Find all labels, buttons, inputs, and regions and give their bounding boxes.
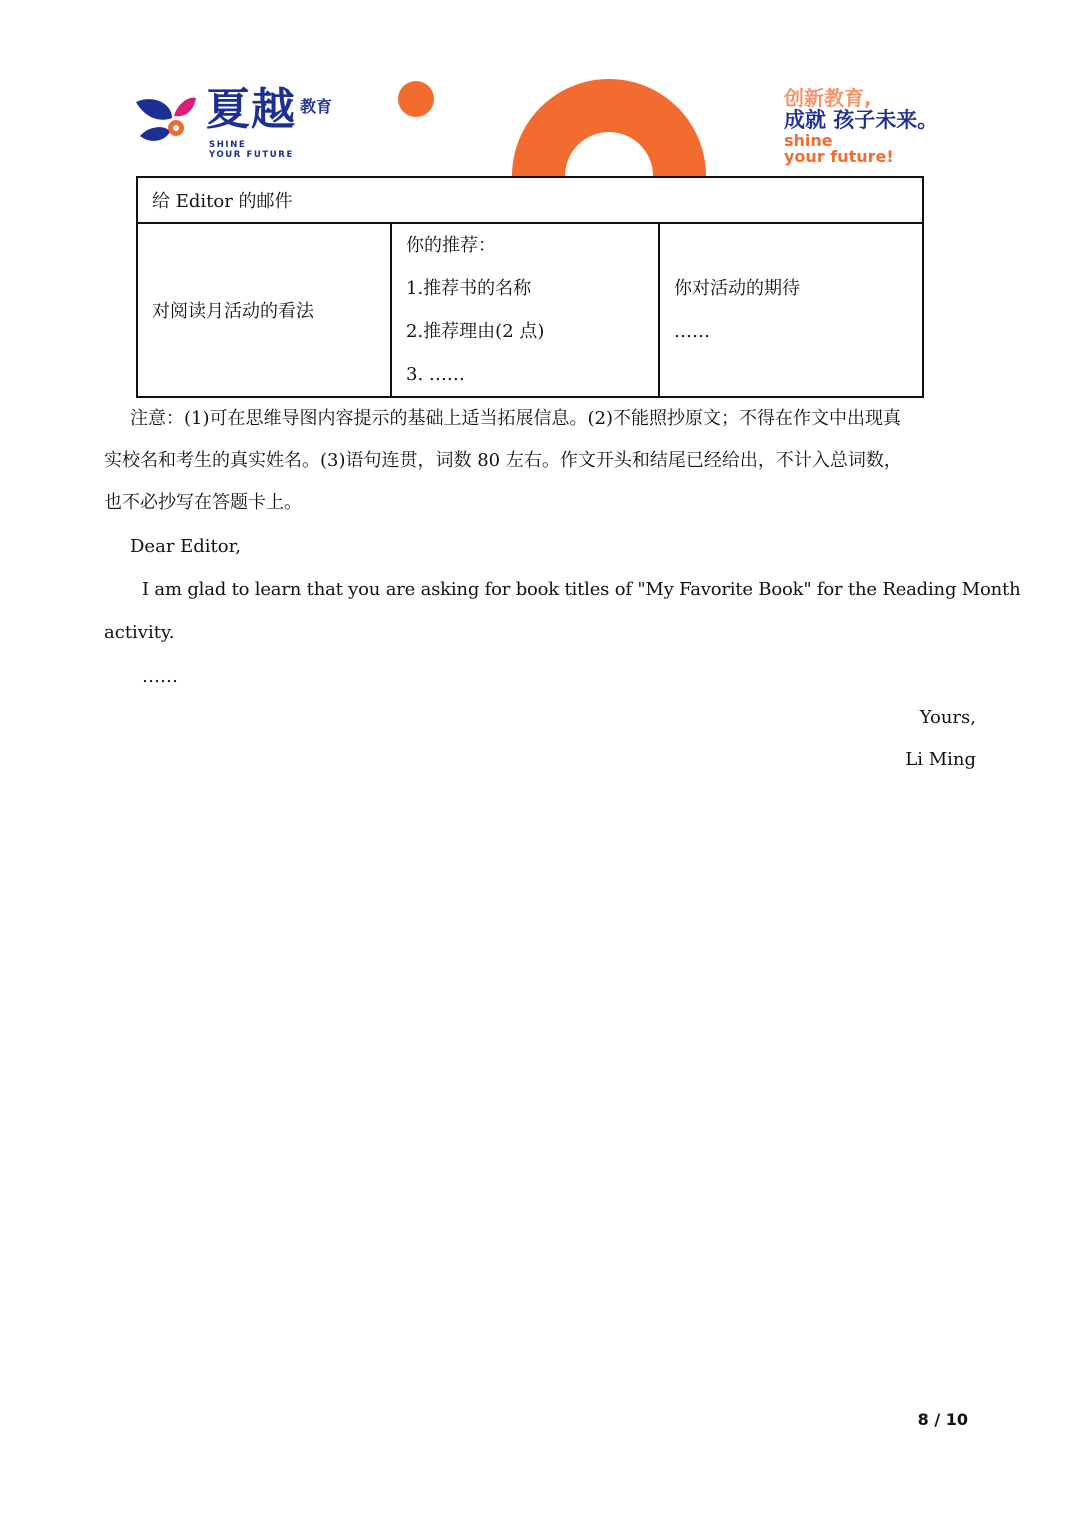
recommendation-line: 1.推荐书的名称	[406, 278, 532, 299]
note-line-3: 也不必抄写在答题卡上。	[104, 492, 302, 513]
recommendation-line: 3. ……	[406, 364, 465, 385]
expectation-line: 你对活动的期待	[674, 278, 800, 299]
slogan-line-1: 创新教育,	[784, 86, 872, 110]
slogan	[784, 88, 938, 165]
page-header	[0, 0, 1080, 176]
table-title: 给 Editor 的邮件	[137, 177, 923, 223]
recommendation-line: 2.推荐理由(2 点)	[406, 321, 545, 342]
mind-map-table	[136, 176, 924, 398]
orange-arc	[512, 79, 706, 176]
table-cell-expectation	[659, 223, 923, 397]
orange-dot	[398, 81, 434, 117]
note-line-1: 注意：(1)可在思维导图内容提示的基础上适当拓展信息。(2)不能照抄原文；不得在作文中出现真	[130, 408, 901, 429]
page-number: 8 / 10	[917, 1410, 968, 1429]
letter-body-line-2: activity.	[104, 622, 175, 643]
table-cell-recommendation	[391, 223, 659, 397]
letter-greeting: Dear Editor,	[130, 536, 241, 557]
slogan-line-3: shine	[784, 131, 833, 150]
brand-name: 夏越	[206, 84, 296, 135]
letter-signature: Li Ming	[905, 749, 976, 770]
letter-closing: Yours,	[919, 707, 976, 728]
brand-tagline-2: YOUR FUTURE	[209, 150, 294, 160]
slogan-line-4: your future!	[784, 147, 894, 166]
expectation-line: ……	[674, 321, 710, 342]
slogan-line-2: 成就 孩子未来。	[784, 108, 939, 132]
letter-ellipsis: ……	[142, 666, 178, 687]
brand-sub: 教育	[300, 97, 333, 116]
recommendation-line: 你的推荐：	[406, 235, 496, 256]
table-cell-opinion: 对阅读月活动的看法	[137, 223, 391, 397]
note-line-2: 实校名和考生的真实姓名。(3)语句连贯，词数 80 左右。作文开头和结尾已经给出，不计入总词数，	[104, 450, 902, 471]
brand-tagline-1: SHINE	[209, 140, 247, 150]
letter-body-line-1: I am glad to learn that you are asking for book titles of "My Favorite Book" for the Reading Month	[142, 579, 1021, 600]
